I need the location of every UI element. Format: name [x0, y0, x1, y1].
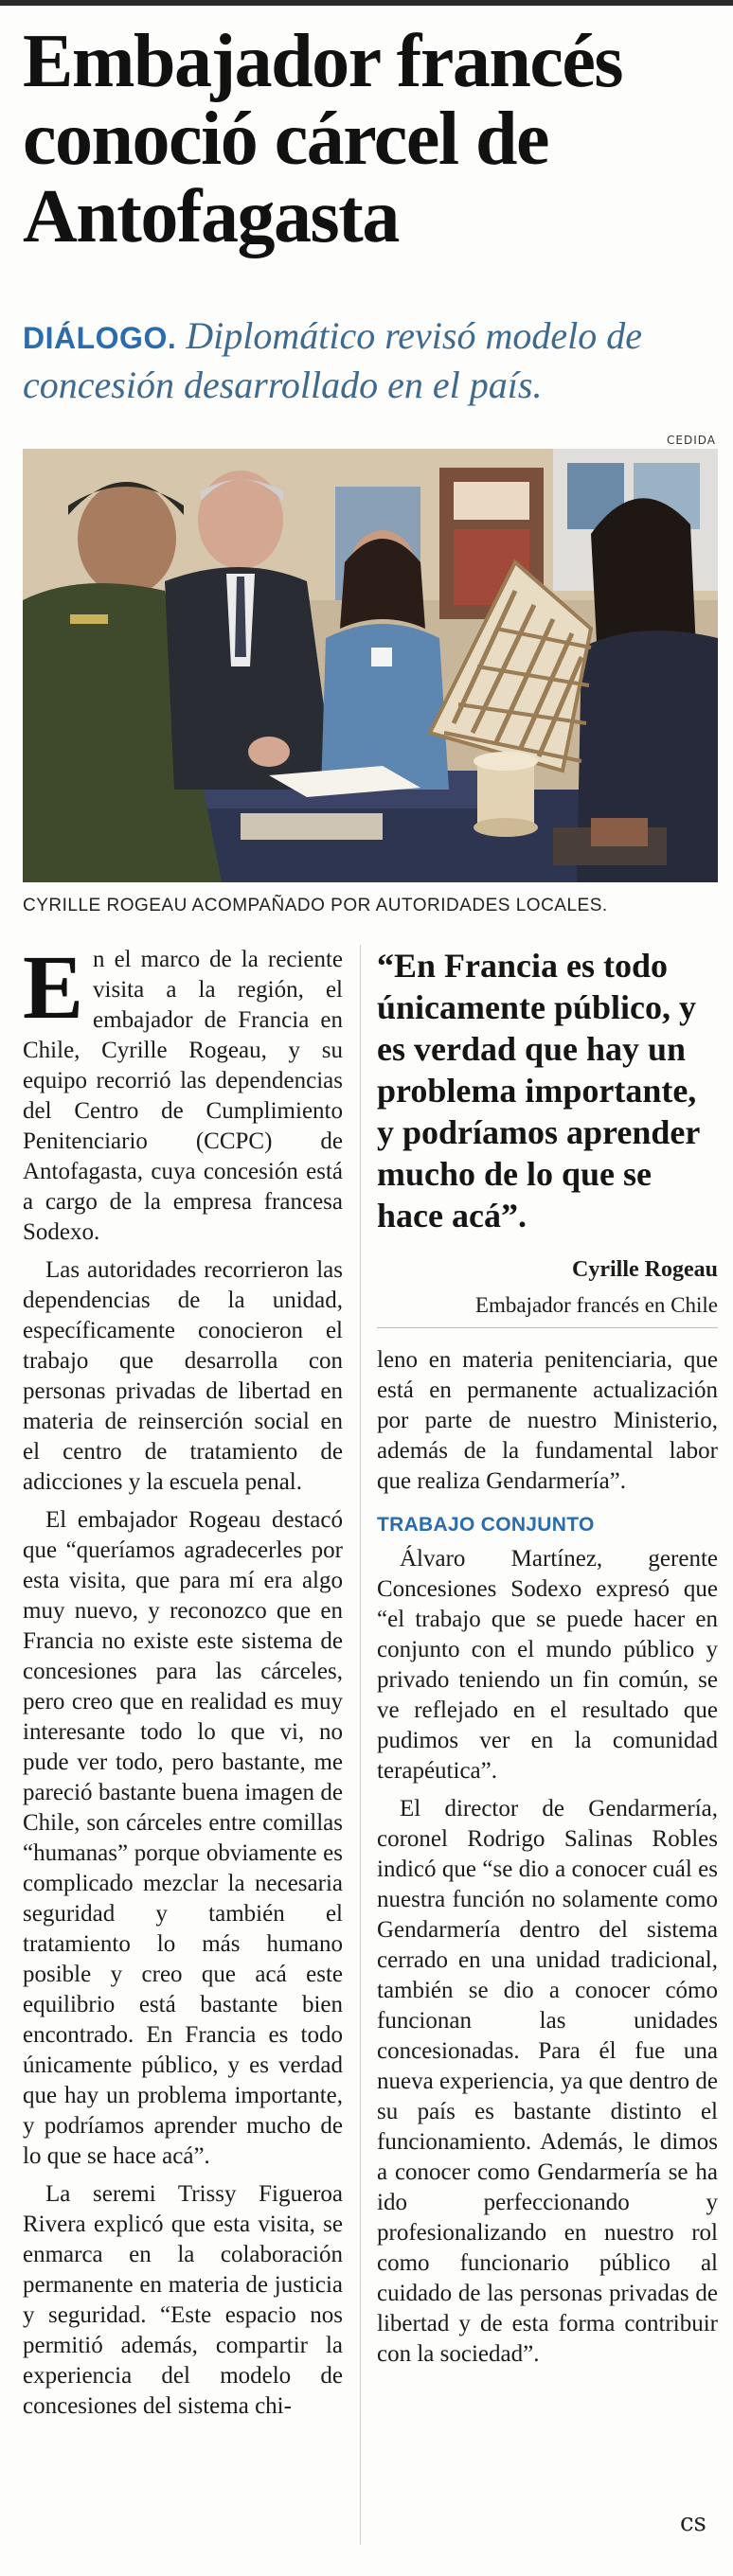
top-rule-gap: [0, 6, 733, 9]
paragraph-6: Álvaro Martínez, gerente Concesiones Sodexo expresó que “el trabajo que se puede hacer en conjunto con el mundo público y privado teniendo un fin común, se ve reflejado en el resultado que pudimos ver en la comunidad terapéutica”.: [377, 1546, 718, 1784]
drop-cap: E: [23, 936, 84, 1038]
end-mark: cs: [680, 2509, 706, 2537]
deck-text: Diplomático revisó modelo de concesión desarrollado en el país.: [23, 314, 642, 406]
paragraph-2: Las autoridades recorrieron las dependencias de la unidad, específicamente conocieron el trabajo que desarrolla con personas privadas de libertad en materia de reinserción social en el centro de tratamiento de adicciones y la escuela penal.: [23, 1257, 343, 1495]
photo-illustration: [23, 449, 718, 882]
pull-quote-role: Embajador francés en Chile: [474, 1293, 718, 1317]
headline: Embajador francés conoció cárcel de Antofagasta: [23, 20, 622, 258]
pull-quote-author: Cyrille Rogeau: [572, 1257, 718, 1282]
news-photo: [23, 449, 718, 882]
deck: [23, 312, 724, 409]
paragraph-1-text: n el marco de la reciente visita a la región, el embajador de Francia en Chile, Cyrille Rogeau, y su equipo recorrió las dependencias del Centro de Cumplimiento Penitenciario (CCPC) de Antofagasta, cuya concesión está a cargo de la empresa francesa Sodexo.: [23, 947, 343, 1245]
paragraph-4: La seremi Trissy Figueroa Rivera explicó que esta visita, se enmarca en la colaboración permanente en materia de justicia y seguridad. “Este espacio nos permitió además, compartir la experiencia del modelo de concesiones del sistema chi-: [23, 2181, 343, 2419]
article-column-left: [23, 936, 343, 2429]
paragraph-7: El director de Gendarmería, coronel Rodrigo Salinas Robles indicó que “se dio a conocer cuál es nuestra función no solamente como Gendarmería dentro del sistema cerrado en una unidad tradicional, también se dio a conocer cómo funcionan las unidades concesionadas. Para él fue una nueva experiencia, ya que dentro de su país es bastante distinto el funcionamiento. Además, le dimos a conocer como Gendarmería se ha ido perfeccionando y profesionalizando en nuestro rol como funcionario público al cuidado de las personas privadas de libertad y de esta forma contribuir con la sociedad”.: [377, 1796, 718, 2367]
paragraph-3: El embajador Rogeau destacó que “queríamos agradecerles por esta visita, que para mí era algo muy nuevo, y reconozco que en Francia no existe este sistema de concesiones para las cárceles, pero creo que en realidad es muy interesante todo lo que vi, no pude ver todo, pero bastante, me pareció bastante buena imagen de Chile, son cárceles entre comillas “humanas” porque obviamente es complicado mezclar la necesaria seguridad y también el tratamiento lo más humano posible y creo que acá este equilibrio está bastante bien encontrado. En Francia es todo únicamente público, y es verdad que hay un problema importante, y podríamos aprender mucho de lo que se hace acá”.: [23, 1507, 343, 2169]
quote-separator: [377, 1327, 718, 1328]
column-divider: [360, 945, 361, 2545]
photo-caption: CYRILLE ROGEAU ACOMPAÑADO POR AUTORIDADES LOCALES.: [23, 896, 608, 915]
section-heading: TRABAJO CONJUNTO: [377, 1514, 595, 1536]
photo-credit: CEDIDA: [667, 434, 716, 447]
article-column-right: [377, 945, 718, 2377]
pull-quote: “En Francia es todo únicamente público, y es verdad que hay un problema importante, y podríamos aprender mucho de lo que se hace acá”.: [377, 947, 700, 1235]
deck-kicker: DIÁLOGO.: [23, 321, 177, 355]
paragraph-5: leno en materia penitenciaria, que está en permanente actualización por parte de nuestro Ministerio, además de la fundamental labor que realiza Gendarmería”.: [377, 1347, 718, 1494]
paragraph-1: [23, 936, 343, 1248]
